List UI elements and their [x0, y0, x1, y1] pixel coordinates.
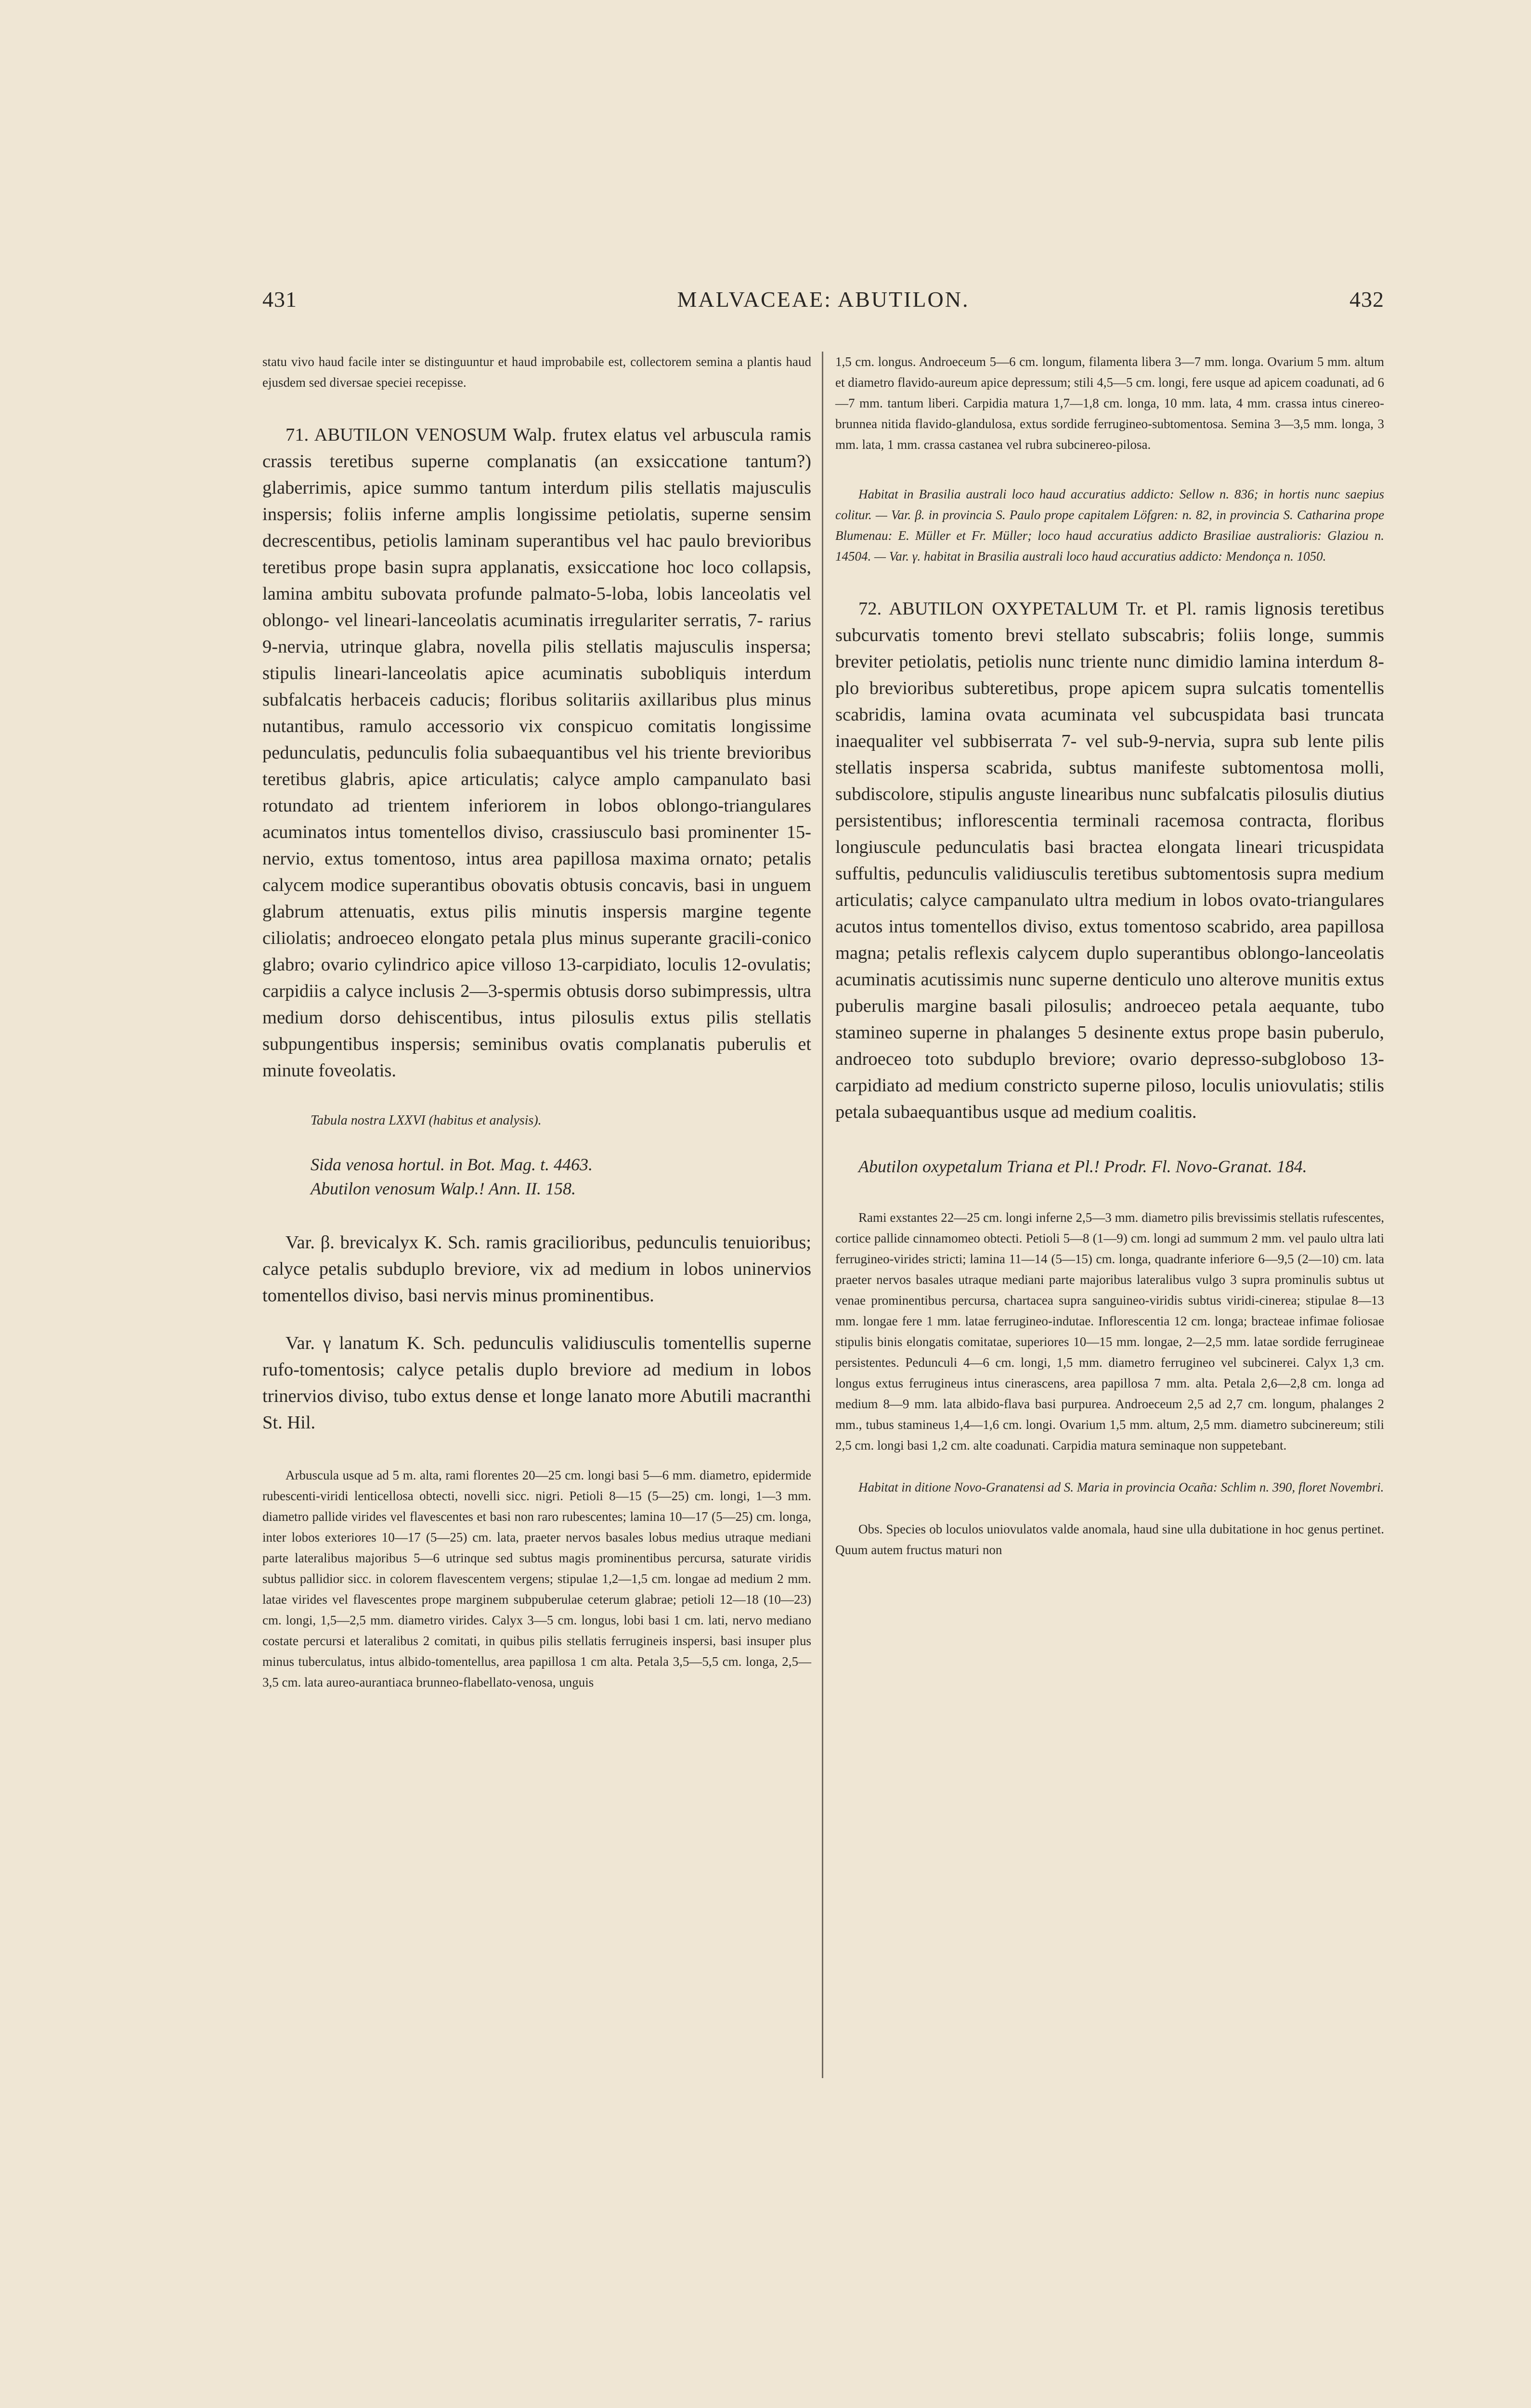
right-column [835, 352, 1384, 1560]
page-number-left: 431 [262, 287, 297, 312]
habitat-72: Habitat in ditione Novo-Granatensi ad S. Maria in provincia Ocaña: Schlim n. 390, floret Novembri. [858, 1480, 1384, 1494]
species-71-diagnosis: 71. ABUTILON VENOSUM Walp. frutex elatus vel arbuscula ramis crassis teretibus superne complanatis (an exsiccatione tantum?) glaberrimis, apice summo tantum interdum pilis stellatis majusculis inspersis; foliis inferne amplis longissime petiolatis, superne sensim decrescentibus, petiolis laminam superantibus vel hac paulo brevioribus teretibus prope basin supra applanatis, exsiccatione hoc loco collapsis, lamina ambitu subovata profunde palmato-5-loba, lobis lanceolatis vel oblongo- vel lineari-lanceolatis acuminatis irregulariter serratis, 7- rarius 9-nervia, utrinque glabra, novella pilis stellatis majusculis inspersa; stipulis lineari-lanceolatis apice acuminatis subobliquis interdum subfalcatis herbaceis caducis; floribus solitariis axillaribus plus minus nutantibus, ramulo accessorio vix conspicuo comitatis longissime pedunculatis, pedunculis folia subaequantibus vel his triente brevioribus teretibus glabris, apice articulatis; calyce amplo campanulato basi rotundato ad trientem inferiorem in lobos oblongo-triangulares acuminatos intus tomentellos diviso, crassiusculo basi prominenter 15-nervio, extus tomentoso, intus area papillosa maxima ornato; petalis calycem modice superantibus obovatis obtusis concavis, basi in unguem glabrum attenuatis, extus pilis minutis inspersis margine tegente ciliolatis; androeceo elongato petala plus minus superante gracili-conico glabro; ovario cylindrico apice villoso 13-carpidiato, loculis 12-ovulatis; carpidiis a calyce inclusis 2—3-spermis obtusis dorso subimpressis, ultra medium dorso dehiscentibus, intus pilosulis extus pilis stellatis subpungentibus inspersis; seminibus ovatis complanatis puberulis et minute foveolatis. [262, 425, 811, 1081]
plate-reference: Tabula nostra LXXVI (habitus et analysis). [311, 1113, 542, 1128]
page-header [262, 287, 1384, 320]
page-number-right: 432 [1349, 287, 1384, 312]
variety-gamma: Var. γ lanatum K. Sch. pedunculis validiusculis tomentellis superne rufo-tomentosis; calyce petalis duplo breviore ad medium in lobos trinervios diviso, tubo extus dense et longe lanato more Abutili macranthi St. Hil. [262, 1333, 811, 1433]
running-title: MALVACEAE: ABUTILON. [677, 287, 970, 312]
species-72-citation: Abutilon oxypetalum Triana et Pl.! Prodr. Fl. Novo-Granat. 184. [858, 1157, 1307, 1176]
species-72-diagnosis: 72. ABUTILON OXYPETALUM Tr. et Pl. ramis lignosis teretibus subcurvatis tomento brevi stellato subscabris; foliis longe, summis breviter petiolatis, petiolis nunc triente nunc dimidio lamina interdum 8-plo brevioribus subteretibus, prope apicem supra sulcatis tomentellis scabridis, lamina ovata acuminata vel subcuspidata basi truncata inaequaliter vel subbiserrata 7- vel sub-9-nervia, supra sub lente pilis stellatis inspersa scabrida, subtus manifeste subtomentosa molli, subdiscolore, stipulis anguste linearibus nunc subfalcatis pilosulis diutius persistentibus; inflorescentia terminali racemosa contracta, floribus longiuscule pedunculatis basi bractea elongata lineari tricuspidata suffultis, pedunculis validiusculis teretibus subtomentosis supra medium articulatis; calyce campanulato ultra medium in lobos ovato-triangulares acutos intus tomentellos diviso, extus tomentoso scabrido, area papillosa magna; petalis reflexis calycem duplo superantibus oblongo-lanceolatis acuminatis acutissimis nunc superne denticulo uno alterove munitis extus puberulis margine basali pilosulis; androeceo petala aequante, tubo stamineo superne in phalanges 5 desinente extus prope basin puberulo, androeceo toto subduplo breviore; ovario depresso-subgloboso 13-carpidiato ad medium constricto superne piloso, loculis uniovulatis; stilis petala subaequantibus usque ad medium coalitis. [835, 599, 1384, 1122]
observation: Obs. Species ob loculos uniovulatos valde anomala, haud sine ulla dubitatione in hoc genus pertinet. Quum autem fructus maturi non [835, 1522, 1384, 1557]
species-71-description: Arbuscula usque ad 5 m. alta, rami florentes 20—25 cm. longi basi 5—6 mm. diametro, epidermide rubescenti-viridi lenticellosa obtecti, novelli sicc. nigri. Petioli 8—15 (5—25) cm. longi, 1—3 mm. diametro pallide virides vel flavescentes et basi non raro rubescentes; lamina 10—17 (5—25) cm. longa, inter lobos exteriores 10—17 (5—25) cm. lata, praeter nervos basales lobus medius utraque mediani parte lateralibus majoribus 5—6 utrinque sed subtus magis prominentibus percursa, saturate viridis subtus pallidior sicc. in colorem flavescentem vergens; stipulae 1,2—1,5 cm. longae ad medium 2 mm. latae virides vel flavescentes prope marginem subpuberulae ceterum glabrae; petioli 12—18 (10—23) cm. longi, 1,5—2,5 mm. diametro virides. Calyx 3—5 cm. longus, lobi basi 1 cm. lati, nervo mediano costate percursi et lateralibus 2 comitati, in quibus pilis stellatis ferrugineis inspersi, basi insuper plus minus tuberculatus, intus albido-tomentellus, area papillosa 1 cm alta. Petala 3,5—5,5 cm. longa, 2,5—3,5 cm. lata aureo-aurantiaca brunneo-flabellato-venosa, unguis [262, 1468, 811, 1689]
intro-text: statu vivo haud facile inter se distinguuntur et haud improbabile est, collectorem semina a plantis haud ejusdem sed diversae speciei recepisse. [262, 354, 811, 390]
habitat-71: Habitat in Brasilia australi loco haud accuratius addicto: Sellow n. 836; in hortis nunc saepius colitur. — Var. β. in provincia S. Paulo prope capitalem Löfgren: n. 82, in provincia S. Catharina prope Blumenau: E. Müller et Fr. Müller; loco haud accuratius addicto Brasiliae australioris: Glaziou n. 14504. — Var. γ. habitat in Brasilia australi loco haud accuratius addicto: Mendonça n. 1050. [835, 487, 1384, 563]
description-continued: 1,5 cm. longus. Androeceum 5—6 cm. longum, filamenta libera 3—7 mm. longa. Ovarium 5 mm. altum et diametro flavido-aureum apice depressum; stili 4,5—5 cm. longi, fere usque ad apicem coadunati, ad 6—7 mm. tantum liberi. Carpidia matura 1,7—1,8 cm. longa, 10 mm. lata, 4 mm. crassa intus cinereo-brunnea nitida flavido-glandulosa, extus sordide ferrugineo-subtomentosa. Semina 3—3,5 mm. longa, 3 mm. lata, 1 mm. crassa castanea vel rubra subcinereo-pilosa. [835, 354, 1384, 452]
left-column [262, 352, 811, 1693]
synonym-2: Abutilon venosum Walp.! Ann. II. 158. [311, 1179, 576, 1198]
column-divider [822, 352, 823, 2078]
synonym-1: Sida venosa hortul. in Bot. Mag. t. 4463. [311, 1155, 593, 1174]
species-72-description: Rami exstantes 22—25 cm. longi inferne 2,5—3 mm. diametro pilis brevissimis stellatis rufescentes, cortice pallide cinnamomeo obtecti. Petioli 5—8 (1—9) cm. longi ad summum 2 mm. vel paulo ultra lati ferrugineo-virides stricti; lamina 11—14 (5—15) cm. longa, quadrante inferiore 6—9,5 (2—10) cm. lata praeter nervos basales utraque mediani parte majoribus lateralibus vulgo 3 supra prominulis subtus ut venae prominentibus percursa, chartacea supra sanguineo-viridis subtus viridi-cinerea; stipulae 8—13 mm. longae fere 1 mm. latae ferrugineo-indutae. Inflorescentia 12 cm. longa; bracteae infimae foliosae stipulis binis elongatis comitatae, superiores 10—15 mm. longae, 2—2,5 mm. latae sordide ferrugineae persistentes. Pedunculi 4—6 cm. longi, 1,5 mm. diametro ferrugineo vel subcinerei. Calyx 1,3 cm. longus extus ferrugineus intus cinerascens, area papillosa 7 mm. alta. Petala 2,6—2,8 cm. longa ad medium 8—9 mm. lata albido-flava basi purpurea. Androeceum 2,5 ad 2,7 cm. longum, phalanges 2 mm., tubus stamineus 1,4—1,6 cm. longi. Ovarium 1,5 mm. altum, 2,5 mm. diametro subcinereum; stili 2,5 cm. longi basi 1,2 cm. alte coadunati. Carpidia matura seminaque non suppetebant. [835, 1210, 1384, 1453]
variety-beta: Var. β. brevicalyx K. Sch. ramis gracilioribus, pedunculis tenuioribus; calyce petalis subduplo breviore, vix ad medium in lobos uninervios tomentellos diviso, basi nervis minus prominentibus. [262, 1232, 811, 1306]
